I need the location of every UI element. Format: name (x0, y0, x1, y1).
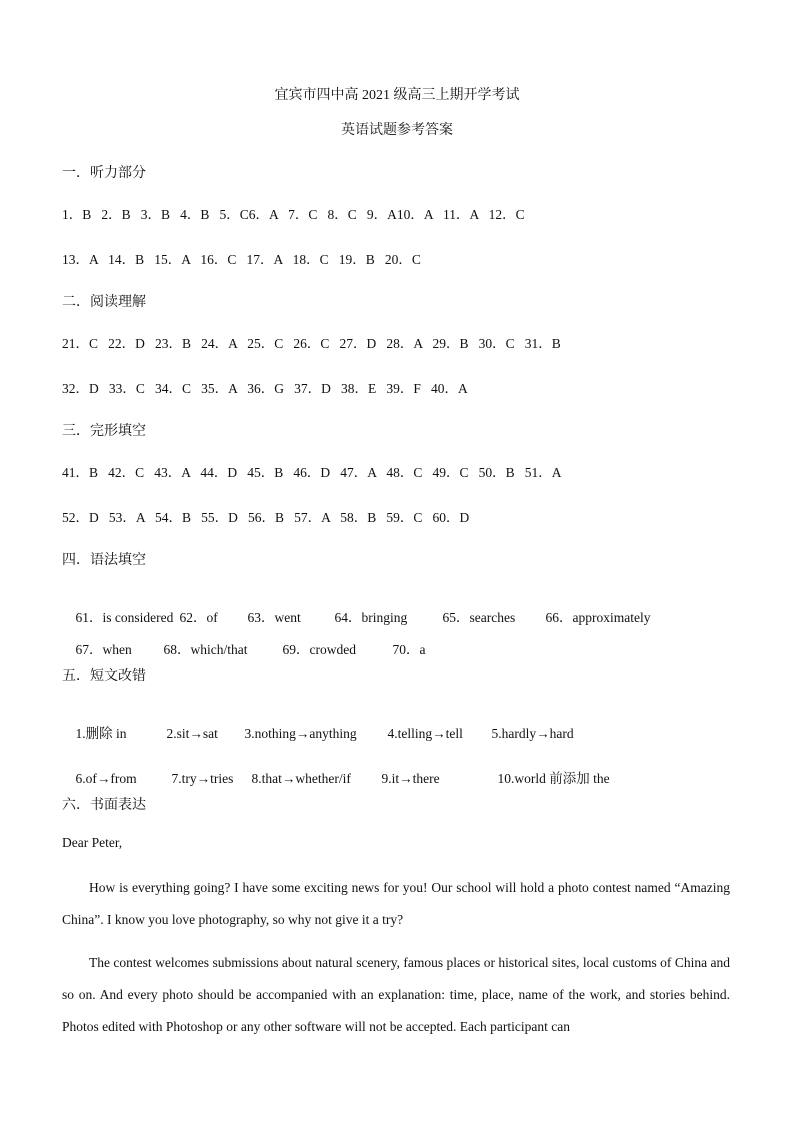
correction-answer: 6.of→from (75, 771, 137, 786)
reading-answers-row-2: 32．D 33．C 34．C 35．A 36．G 37．D 38．E 39．F 40．A (62, 381, 468, 396)
page-title: 宜宾市四中高 2021 级高三上期开学考试 (274, 88, 520, 103)
listening-answers-row-1: 1．B 2．B 3．B 4．B 5．C6．A 7．C 8．C 9．A10．A 11．A 12．C (62, 207, 525, 222)
page-subtitle: 英语试题参考答案 (341, 123, 453, 138)
correction-answer: 10.world 前添加 the (497, 771, 610, 786)
grammar-answer: 63．went (247, 610, 301, 625)
correction-answer: 3.nothing→anything (244, 726, 357, 741)
cloze-answers-row-1: 41．B 42．C 43．A 44．D 45．B 46．D 47．A 48．C 49．C 50．B 51．A (62, 465, 562, 480)
correction-answer: 5.hardly→hard (491, 726, 574, 741)
grammar-answer: 62．of (179, 610, 218, 625)
correction-answer: 4.telling→tell (387, 726, 463, 741)
section-heading-correction: 五．短文改错 (62, 668, 146, 684)
correction-answer: 8.that→whether/if (251, 771, 351, 786)
correction-answer: 1.删除 in (75, 726, 127, 741)
grammar-answer: 70．a (392, 642, 426, 657)
grammar-answer: 61．is considered (75, 610, 174, 625)
grammar-answer: 64．bringing (334, 610, 408, 625)
correction-answer: 7.try→tries (171, 771, 234, 786)
letter-paragraph-2: The contest welcomes submissions about natural scenery, famous places or historical sites, local customs of China and so on. And every photo should be accompanied with an explanation: time, place, name of the work, and stories behind. Photos edited with Photoshop or any other software will not be accepted. Each participant can (62, 955, 730, 1034)
reading-answers-row-1: 21．C 22．D 23．B 24．A 25．C 26．C 27．D 28．A 29．B 30．C 31．B (62, 336, 561, 351)
section-heading-grammar: 四．语法填空 (62, 552, 146, 568)
grammar-answer: 69．crowded (282, 642, 356, 657)
letter-paragraph-1: How is everything going? I have some exciting news for you! Our school will hold a photo contest named “Amazing China”. I know you love photography, so why not give it a try? (62, 880, 730, 927)
correction-answer: 2.sit→sat (166, 726, 218, 741)
listening-answers-row-2: 13．A 14．B 15．A 16．C 17．A 18．C 19．B 20．C (62, 252, 421, 267)
section-heading-writing: 六．书面表达 (62, 797, 146, 813)
grammar-answer: 68．which/that (163, 642, 248, 657)
cloze-answers-row-2: 52．D 53．A 54．B 55．D 56．B 57．A 58．B 59．C 60．D (62, 510, 470, 525)
section-heading-listening: 一．听力部分 (62, 165, 146, 181)
grammar-answer: 66．approximately (545, 610, 651, 625)
letter-greeting: Dear Peter, (62, 835, 123, 850)
section-heading-reading: 二．阅读理解 (62, 294, 146, 310)
grammar-answer: 65．searches (442, 610, 516, 625)
correction-answer: 9.it→there (381, 771, 440, 786)
section-heading-cloze: 三．完形填空 (62, 423, 146, 439)
grammar-answer: 67．when (75, 642, 132, 657)
